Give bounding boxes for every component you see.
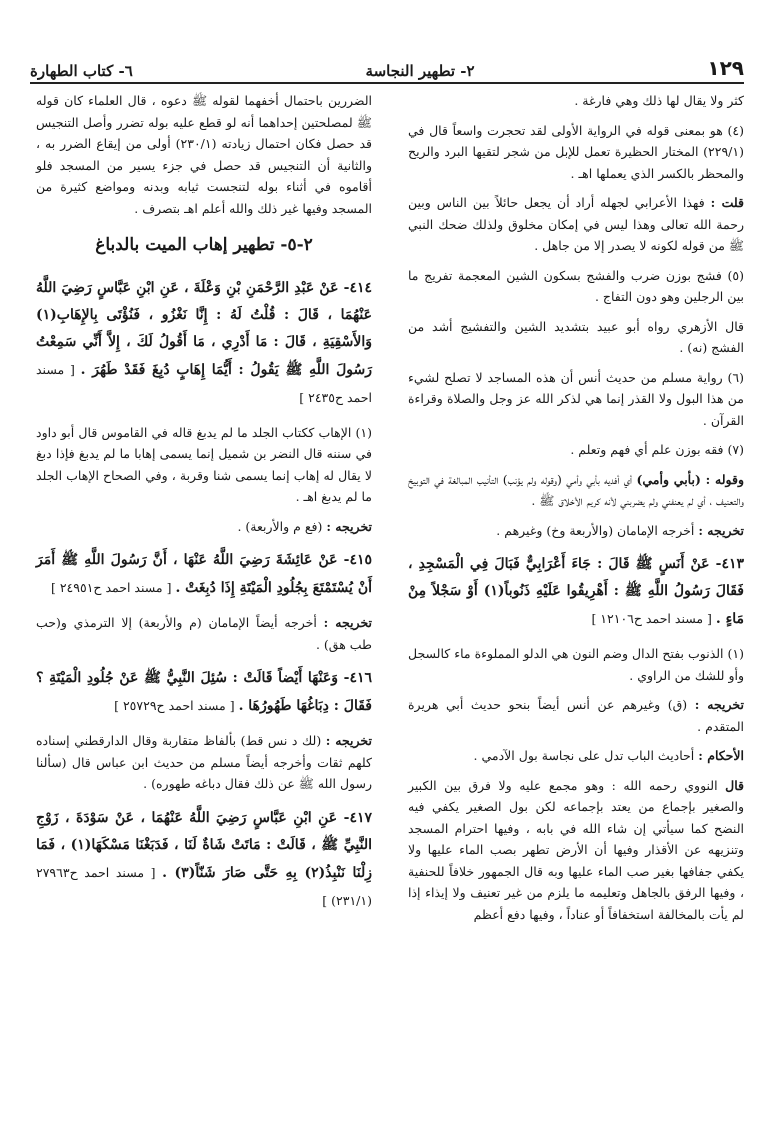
paragraph-text: (فع م والأربعة) . (237, 518, 327, 534)
book-title: ٦- كتاب الطهارة (30, 62, 133, 80)
paragraph-text: (ق) وغيرهم عن أنس أيضاً بنحو حديث أبي هريرة المتقدم . (408, 697, 744, 734)
hadith-paragraph (36, 547, 372, 602)
paragraph-lead: تخريجه : (326, 518, 372, 534)
commentary-paragraph (408, 192, 744, 257)
text-paragraph: (٧) فقه بوزن علم أي فهم وتعلم . (570, 442, 744, 457)
commentary-paragraph (408, 694, 744, 737)
text-paragraph: (٥) فشج بوزن ضرب والفشج بسكون الشين المعجمة تفريج ما بين الرجلين وهو دون التفاج . (408, 267, 744, 304)
paragraph-lead: تخريجه : (323, 615, 372, 630)
paragraph-lead: تخريجه : (694, 697, 744, 712)
commentary-paragraph (408, 775, 744, 926)
paragraph-lead: قال (725, 777, 744, 793)
paragraph-lead: قلت : (710, 195, 744, 210)
text-paragraph: كثر ولا يقال لها ذلك وهي فارغة . (574, 93, 744, 108)
paragraph-lead: الأحكام : (698, 748, 744, 763)
left-column (36, 90, 372, 925)
hadith-paragraph (408, 551, 744, 633)
hadith-source: [ مسند احمد ح٢٧٩٦٣ (٢٣١/١) ] (36, 864, 372, 908)
paragraph-lead: تخريجه : (698, 522, 744, 538)
commentary-paragraph (408, 520, 744, 542)
hadith-source: [ مسند احمد ح٢٤٣٥ ] (36, 361, 372, 405)
page-header (30, 50, 744, 84)
paragraph-text: أي أفديه بأبي وأمي (وقوله ولم يؤنب) التأنيب المبالغة في التوبيخ والتعنيف ، أي لم يعنفني ولم يضربني لأنه كريم الأخلاق ﷺ . (408, 471, 744, 508)
hadith-text: ٤١٥- عَنْ عَائِشَةَ رَضِيَ اللَّهُ عَنْهَا ، أَنَّ رَسُولَ اللَّهِ ﷺ أَمَرَ أَنْ يُسْتَمْتَعَ بِجُلُودِ الْمَيْتَةِ إِذَا دُبِغَتْ . (36, 552, 372, 596)
commentary-paragraph (408, 469, 744, 512)
hadith-source: [ مسند احمد ح٢٥٧٢٩ ] (114, 698, 239, 713)
section-heading: ٢-٥- تطهير إهاب الميت بالدباغ (95, 235, 313, 255)
hadith-paragraph (36, 275, 372, 412)
hadith-text: ٤١٣- عَنْ أَنَسٍ ﷺ قَالَ : جَاءَ أَعْرَابِيٌّ فَبَالَ فِي الْمَسْجِدِ ، فَقَالَ رَسُولُ اللَّهِ ﷺ : أَهْرِيقُوا عَلَيْهِ ذَنُوباً(١) أَوْ سَجْلاً مِنْ مَاءٍ . (408, 556, 744, 627)
hadith-paragraph (36, 665, 372, 720)
page-number: ١٢٩ (707, 56, 744, 80)
text-paragraph: (٤) هو بمعنى قوله في الرواية الأولى لقد تحجرت واسعاً قال في (٢٢٩/١) المختار الحظيرة تعمل للإبل من شجر لتقيها البرد والريح والمحظر بالكسر الذي يعملها اهـ . (408, 122, 744, 181)
hadith-text: ٤١٤- عَنْ عَبْدِ الرَّحْمَنِ بْنِ وَعْلَةَ ، عَنِ ابْنِ عَبَّاسٍ رَضِيَ اللَّهُ عَنْهُمَا ، قَالَ : قُلْتُ لَهُ : إِنَّا نَغْزُو ، فَنُؤْتَى بِالإِهَابِ(١) وَالأَسْقِيَةِ ، قَالَ : مَا أَدْرِي ، مَا أَقُولُ لَكَ ، إِلاَّ أَنِّي سَمِعْتُ رَسُولَ اللَّهِ ﷺ يَقُولُ : أَيُّمَا إِهَابٍ دُبِغَ فَقَدْ طَهُرَ . (36, 279, 372, 378)
hadith-text: ٤١٦- وَعَنْهَا أَيْضاً قَالَتْ : سُئِلَ النَّبِيُّ ﷺ عَنْ جُلُودِ الْمَيْتَةِ ؟ فَقَالَ : دِبَاغُهَا طَهُورُهَا . (36, 670, 372, 714)
paragraph-text: أخرجه الإمامان (والأربعة وخ) وغيرهم . (496, 522, 699, 538)
right-column (408, 90, 744, 933)
paragraph-text: النووي رحمه الله : وهو مجمع عليه ولا فرق بين الكبير والصغير بإجماع من يعتد بإجماعه لكن بول الصغير يكفي فيه النضح كما سيأتي إن شاء الله في بابه ، وفيها احترام المسجد وتنزيهه عن الأقذار وفيها أن الأرض تطهر بصب الماء عليها ولا يكفي جفافها بغير صب الماء عليها وبه قال الجمهور خلافاً للحنفية ، وفيها الرفق بالجاهل وتعليمه ما يلزم من غير تعنيف ولا إيذاء إذا لم يأت بالمخالفة استخفافاً أو عناداً ، وفيها دفع أعظم (408, 777, 744, 922)
paragraph-text: (لك د نس قط) بألفاظ متقاربة وقال الدارقطني إسناده كلهم ثقات وأخرجه أيضاً مسلم من حديث ابن عباس قال (سألنا رسول الله ﷺ عن ذلك فقال دباغه طهوره) . (36, 733, 372, 791)
commentary-paragraph (36, 730, 372, 795)
commentary-paragraph (408, 745, 744, 767)
hadith-source: [ مسند احمد ح٢٤٩٥١ ] (50, 580, 176, 595)
text-paragraph: (١) الذنوب بفتح الدال وضم النون هي الدلو المملوءة ماء كالسجل وأو للشك من الراوي . (408, 646, 744, 683)
text-paragraph: (٦) رواية مسلم من حديث أنس أن هذه المساجد لا تصلح لشيء من هذا البول ولا القذر إنما هي لذكر الله عز وجل والصلاة وقراءة القرآن . (408, 369, 744, 428)
paragraph-text: أحاديث الباب تدل على نجاسة بول الآدمي . (473, 748, 699, 763)
paragraph-lead: وقوله : (بأبي وأمي) (636, 471, 744, 487)
text-paragraph: قال الأزهري رواه أبو عبيد بتشديد الشين والتفشيج أشد من الفشج (نه) . (408, 318, 744, 355)
hadith-source: [ مسند احمد ح١٢١٠٦ ] (591, 611, 716, 626)
paragraph-text: فهذا الأعرابي لجهله أراد أن يجعل حائلاً بين الناس وبين رحمة الله تعالى وهذا ليس في إمكان مخلوق ولذلك ضحك النبي ﷺ من قوله لكونه لا يصدر إلا من جاهل . (408, 195, 744, 253)
text-paragraph: الضررين باحتمال أخفهما لقوله ﷺ دعوه ، قال العلماء كان قوله ﷺ لمصلحتين إحداهما أنه لو قطع عليه بوله تضرر وأصل التنجيس قد حصل فكان احتمال زيادته (٢٣٠/١) أولى من إيقاع الضرر به ، والثانية أن التنجيس قد حصل في جزء يسير من المسجد فلو أقاموه في أثناء بوله لتنجست ثيابه وبدنه ومواضع كثيرة من المسجد وفيها غير ذلك والله أعلم اهـ بتصرف . (36, 93, 372, 216)
commentary-paragraph (36, 516, 372, 538)
commentary-paragraph (36, 612, 372, 655)
hadith-text: ٤١٧- عَنِ ابْنِ عَبَّاسٍ رَضِيَ اللَّهُ عَنْهُمَا ، عَنْ سَوْدَةَ ، زَوْجِ النَّبِيِّ ﷺ ، قَالَتْ : مَاتَتْ شَاةٌ لَنَا ، فَدَبَغْنَا مَسْكَهَا(١) ، فَمَا زِلْنَا نَنْبِذُ(٢) بِهِ حَتَّى صَارَ شَنّاً(٣) . (36, 809, 372, 881)
text-paragraph: (١) الإهاب ككتاب الجلد ما لم يدبغ قاله في القاموس قال أبو داود في سننه قال النضر بن شميل إنما يسمى إهابا ما لم يدبغ فإذا دبغ لا يقال له إهاب إنما يسمى شنا وقربة ، وفي الصحاح الإهاب الجلد ما لم يدبغ اهـ . (36, 424, 372, 504)
hadith-paragraph (36, 805, 372, 915)
section-title: ٢- تطهير النجاسة (365, 62, 475, 80)
paragraph-text: أخرجه أيضاً الإمامان (م والأربعة) إلا الترمذي و(حب طب هق) . (36, 615, 372, 652)
paragraph-lead: تخريجه : (325, 733, 372, 748)
